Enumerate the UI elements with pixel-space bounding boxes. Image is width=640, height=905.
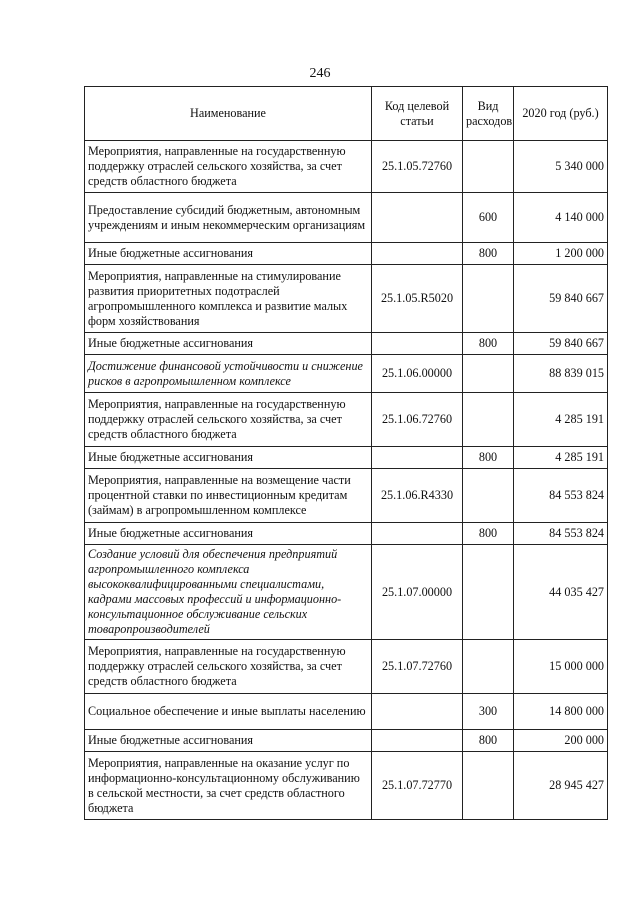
row-type-cell: [463, 393, 514, 447]
row-code-cell: [372, 447, 463, 469]
row-amount-cell: 4 285 191: [514, 393, 608, 447]
row-code-cell: 25.1.07.72770: [372, 752, 463, 820]
table-row: [85, 355, 608, 393]
budget-table: [84, 86, 608, 820]
row-type-cell: [463, 545, 514, 640]
row-code-cell: 25.1.06.72760: [372, 393, 463, 447]
row-code-cell: [372, 333, 463, 355]
row-type-cell: [463, 141, 514, 193]
row-code-cell: 25.1.07.00000: [372, 545, 463, 640]
row-amount-cell: 84 553 824: [514, 523, 608, 545]
row-name-cell: Иные бюджетные ассигнования: [85, 333, 372, 355]
row-type-cell: 800: [463, 730, 514, 752]
row-name-cell: Социальное обеспечение и иные выплаты населению: [85, 694, 372, 730]
table-row: [85, 333, 608, 355]
row-code-cell: 25.1.05.72760: [372, 141, 463, 193]
row-amount-cell: 59 840 667: [514, 265, 608, 333]
table-row: [85, 545, 608, 640]
row-name-cell: Мероприятия, направленные на возмещение части процентной ставки по инвестиционным кредитам (займам) в агропромышленном комплексе: [85, 469, 372, 523]
row-amount-cell: 4 140 000: [514, 193, 608, 243]
row-amount-cell: 5 340 000: [514, 141, 608, 193]
row-amount-cell: 14 800 000: [514, 694, 608, 730]
table-body: [85, 141, 608, 820]
table-row: [85, 265, 608, 333]
row-name-cell: Предоставление субсидий бюджетным, автономным учреждениям и иным некоммерческим организациям: [85, 193, 372, 243]
header-name: Наименование: [85, 87, 372, 141]
row-name-cell: Мероприятия, направленные на государственную поддержку отраслей сельского хозяйства, за счет средств областного бюджета: [85, 393, 372, 447]
header-type: Вид расходов: [463, 87, 514, 141]
row-code-cell: 25.1.05.R5020: [372, 265, 463, 333]
row-type-cell: 800: [463, 447, 514, 469]
row-name-cell: Мероприятия, направленные на оказание услуг по информационно-консультационному обслуживанию в сельской местности, за счет средств областного бюджета: [85, 752, 372, 820]
row-amount-cell: 84 553 824: [514, 469, 608, 523]
table-row: [85, 243, 608, 265]
row-code-cell: [372, 523, 463, 545]
row-name-cell: Иные бюджетные ассигнования: [85, 523, 372, 545]
row-code-cell: [372, 193, 463, 243]
table-row: [85, 523, 608, 545]
row-amount-cell: 88 839 015: [514, 355, 608, 393]
row-type-cell: [463, 469, 514, 523]
row-amount-cell: 15 000 000: [514, 640, 608, 694]
row-code-cell: 25.1.06.00000: [372, 355, 463, 393]
row-name-cell: Мероприятия, направленные на государственную поддержку отраслей сельского хозяйства, за счет средств областного бюджета: [85, 640, 372, 694]
header-amount: 2020 год (руб.): [514, 87, 608, 141]
table-row: [85, 393, 608, 447]
table-row: [85, 640, 608, 694]
table-row: [85, 730, 608, 752]
row-amount-cell: 200 000: [514, 730, 608, 752]
row-code-cell: 25.1.07.72760: [372, 640, 463, 694]
row-amount-cell: 28 945 427: [514, 752, 608, 820]
row-amount-cell: 44 035 427: [514, 545, 608, 640]
row-type-cell: 600: [463, 193, 514, 243]
row-code-cell: 25.1.06.R4330: [372, 469, 463, 523]
row-type-cell: [463, 355, 514, 393]
row-name-cell: Достижение финансовой устойчивости и снижение рисков в агропромышленном комплексе: [85, 355, 372, 393]
row-amount-cell: 59 840 667: [514, 333, 608, 355]
table-row: [85, 752, 608, 820]
row-name-cell: Мероприятия, направленные на государственную поддержку отраслей сельского хозяйства, за счет средств областного бюджета: [85, 141, 372, 193]
row-type-cell: 800: [463, 333, 514, 355]
row-amount-cell: 4 285 191: [514, 447, 608, 469]
table-row: [85, 694, 608, 730]
row-amount-cell: 1 200 000: [514, 243, 608, 265]
row-type-cell: [463, 752, 514, 820]
row-name-cell: Иные бюджетные ассигнования: [85, 243, 372, 265]
row-code-cell: [372, 243, 463, 265]
row-type-cell: [463, 265, 514, 333]
table-row: [85, 447, 608, 469]
row-type-cell: 300: [463, 694, 514, 730]
row-type-cell: 800: [463, 243, 514, 265]
row-name-cell: Мероприятия, направленные на стимулирование развития приоритетных подотраслей агропромышленного комплекса и развитие малых форм хозяйствования: [85, 265, 372, 333]
row-name-cell: Создание условий для обеспечения предприятий агропромышленного комплекса высококвалифицированными специалистами, кадрами массовых профессий и информационно-консультационное обслуживание сельских товаропроизводителей: [85, 545, 372, 640]
page-number: 246: [309, 66, 331, 81]
row-code-cell: [372, 730, 463, 752]
row-name-cell: Иные бюджетные ассигнования: [85, 447, 372, 469]
row-code-cell: [372, 694, 463, 730]
table-header: [85, 87, 608, 141]
table-row: [85, 193, 608, 243]
row-type-cell: [463, 640, 514, 694]
row-type-cell: 800: [463, 523, 514, 545]
table-row: [85, 141, 608, 193]
header-code: Код целевой статьи: [372, 87, 463, 141]
row-name-cell: Иные бюджетные ассигнования: [85, 730, 372, 752]
table-row: [85, 469, 608, 523]
